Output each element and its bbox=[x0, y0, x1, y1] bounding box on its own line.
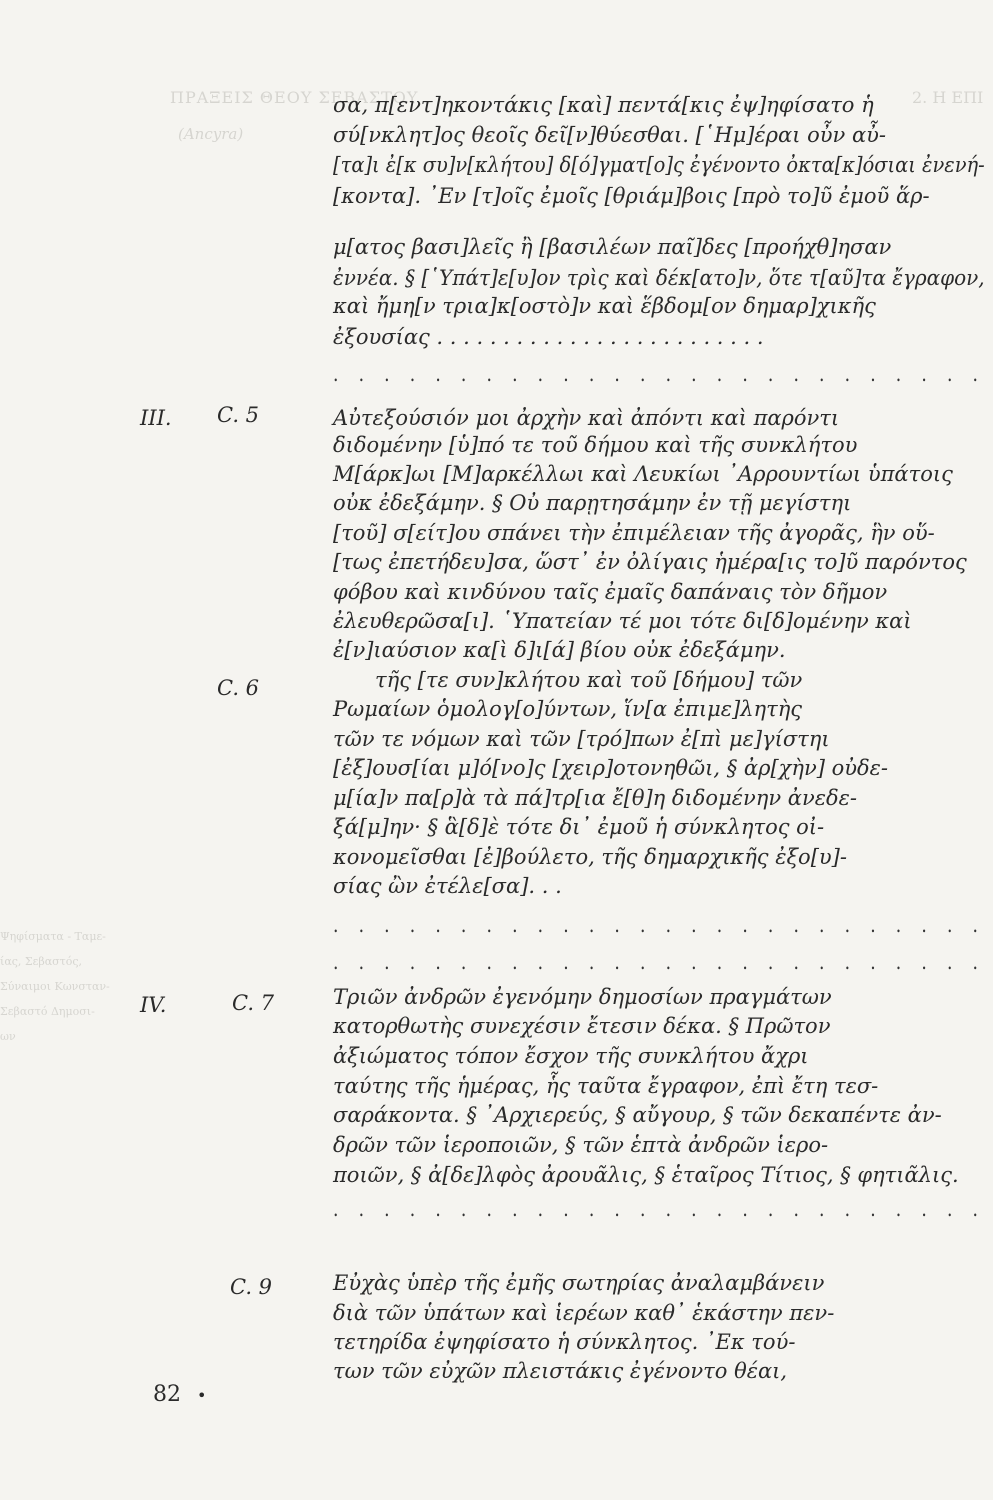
text-line: των τῶν εὐχῶν πλειστάκις ἐγένοντο θέαι, bbox=[333, 1359, 788, 1383]
section-number: III. bbox=[140, 406, 172, 430]
ellipsis-row: . . . . . . . . . . . . . . . . . . . . . . . . . . bbox=[333, 913, 986, 937]
text-line: σα, π[εντ]ηκοντάκις [καὶ] πεντά[κις ἐψ]ηφίσατο ἡ bbox=[333, 93, 874, 117]
text-line: ἐννέα. § [῾Υπάτ]ε[υ]ον τρὶς καὶ δέκ[ατο]ν, ὅτε τ[αῦ]τα ἔγραφον, bbox=[333, 266, 985, 290]
text-line: [τοῦ] σ[είτ]ου σπάνει τὴν ἐπιμέλειαν τῆς ἀγορᾶς, ἣν οὕ- bbox=[333, 521, 935, 545]
text-line: τῆς [τε συν]κλήτου καὶ τοῦ [δήμου] τῶν bbox=[375, 668, 803, 692]
bleed-heading: ΠΡΑΞΕΙΣ ΘΕΟΥ ΣΕΒΑΣΤΟΥ bbox=[170, 88, 419, 107]
text-line: σαράκοντα. § ᾿Αρχιερεύς, § αὔγουρ, § τῶν δεκαπέντε ἀν- bbox=[333, 1103, 942, 1127]
text-line: μ[ατος βασι]λεῖς ἢ [βασιλέων παῖ]δες [προήχθ]ησαν bbox=[333, 235, 892, 259]
text-line: κατορθωτὴς συνεχέσιν ἔτεσιν δέκα. § Πρῶτον bbox=[333, 1014, 831, 1038]
text-line: [ἐξ]ουσ[ίαι μ]ό[νο]ς [χειρ]οτονηθῶι, § ἀρ[χὴν] οὐδε- bbox=[333, 756, 889, 780]
text-line: δρῶν τῶν ἱεροποιῶν, § τῶν ἑπτὰ ἀνδρῶν ἱερο- bbox=[333, 1133, 829, 1157]
text-line: διδομένην [ὑ]πό τε τοῦ δήμου καὶ τῆς συνκλήτου bbox=[333, 433, 858, 457]
text-line: Αὐτεξούσιόν μοι ἀρχὴν καὶ ἀπόντι καὶ παρόντι bbox=[333, 406, 840, 430]
ellipsis-row: . . . . . . . . . . . . . . . . . . . . . . . . . . bbox=[333, 1197, 986, 1221]
text-line: κονομεῖσθαι [ἐ]βούλετο, τῆς δημαρχικῆς ἐξο[υ]- bbox=[333, 845, 847, 869]
bleed-left-note: Σεβαστό Δημοσι- bbox=[0, 1005, 95, 1018]
text-line: ταύτης τῆς ἡμέρας, ἧς ταῦτα ἔγραφον, ἐπὶ ἔτη τεσ- bbox=[333, 1074, 879, 1098]
chapter-label: C. 7 bbox=[232, 991, 275, 1015]
bleed-left-note: Ψηφίσματα - Ταμε- bbox=[0, 930, 106, 943]
text-line: τετηρίδα ἐψηφίσατο ἡ σύνκλητος. ᾿Εκ τού- bbox=[333, 1330, 796, 1354]
bleed-left-note: ων bbox=[0, 1030, 16, 1043]
text-line: [τα]ι ἐ[κ συ]ν[κλήτου] δ[ό]γματ[ο]ς ἐγένοντο ὀκτα[κ]όσιαι ἐνενή- bbox=[333, 153, 985, 177]
ellipsis-row: . . . . . . . . . . . . . . . . . . . . . . . . . . bbox=[333, 950, 986, 974]
chapter-label: C. 6 bbox=[217, 676, 260, 700]
bleed-left-note: ίας, Σεβαστός, bbox=[0, 955, 83, 968]
text-line: διὰ τῶν ὑπάτων καὶ ἱερέων καθ᾿ ἑκάστην πεν- bbox=[333, 1301, 835, 1325]
text-line: σίας ὢν ἐτέλε[σα]. . . bbox=[333, 874, 562, 898]
chapter-label: C. 9 bbox=[230, 1275, 273, 1299]
text-line: Ρωμαίων ὁμολογ[ο]ύντων, ἵν[α ἐπιμε]λητὴς bbox=[333, 697, 803, 721]
text-line: Εὐχὰς ὑπὲρ τῆς ἐμῆς σωτηρίας ἀναλαμβάνειν bbox=[333, 1271, 825, 1295]
text-line: σύ[νκλητ]ος θεοῖς δεῖ[ν]θύεσθαι. [῾Ημ]έραι οὖν αὖ- bbox=[333, 123, 887, 147]
chapter-label: C. 5 bbox=[217, 403, 260, 427]
text-line: [τως ἐπετήδευ]σα, ὥστ᾿ ἐν ὀλίγαις ἡμέρα[ις το]ῦ παρόντος bbox=[333, 550, 967, 574]
ellipsis-row: . . . . . . . . . . . . . . . . . . . . . . . . . . bbox=[333, 362, 986, 386]
text-line: Μ[άρκ]ωι [Μ]αρκέλλωι καὶ Λευκίωι ᾿Αρρουντίωι ὑπάτοις bbox=[333, 462, 953, 486]
text-line: μ[ία]ν πα[ρ]ὰ τὰ πά]τρ[ια ἔ[θ]η διδομένην ἀνεδε- bbox=[333, 786, 858, 810]
text-line: ἀξιώματος τόπον ἔσχον τῆς συνκλήτου ἄχρι bbox=[333, 1044, 809, 1068]
page-number: 82 bbox=[153, 1382, 181, 1407]
section-number: IV. bbox=[140, 993, 167, 1017]
bleed-left-note: Σύναιμοι Κωνσταν- bbox=[0, 980, 110, 993]
text-line: ἐλευθερῶσα[ι]. ῾Υπατείαν τέ μοι τότε δι[δ]ομένην καὶ bbox=[333, 609, 912, 633]
text-line: [κοντα]. ᾿Εν [τ]οῖς ἐμοῖς [θριάμ]βοις [πρὸ το]ῦ ἐμοῦ ἅρ- bbox=[333, 184, 930, 208]
text-line: ξά[μ]ην· § ἃ[δ]ὲ τότε δι᾿ ἐμοῦ ἡ σύνκλητος οἰ- bbox=[333, 815, 825, 839]
text-line: φόβου καὶ κινδύνου ταῖς ἐμαῖς δαπάναις τὸν δῆμον bbox=[333, 580, 888, 604]
text-line: ἐξουσίας . . . . . . . . . . . . . . . . . . . . . . . . . bbox=[333, 325, 764, 349]
bleed-right-number: 2. Η ΕΠΙ bbox=[912, 88, 984, 107]
bleed-subheading: (Ancyra) bbox=[178, 125, 244, 143]
text-line: Τριῶν ἀνδρῶν ἐγενόμην δημοσίων πραγμάτων bbox=[333, 985, 832, 1009]
text-line: τῶν τε νόμων καὶ τῶν [τρό]πων ἐ[πὶ με]γίστηι bbox=[333, 727, 830, 751]
text-line: ἐ[ν]ιαύσιον κα[ὶ δ]ι[ά] βίου οὐκ ἐδεξάμην. bbox=[333, 638, 786, 662]
text-line: καὶ ἤμη[ν τρια]κ[οστὸ]ν καὶ ἕβδομ[ον δημαρ]χικῆς bbox=[333, 294, 876, 318]
text-line: ποιῶν, § ἀ[δε]λφὸς ἀρουᾶλις, § ἑταῖρος Τίτιος, § φητιᾶλις. bbox=[333, 1163, 959, 1187]
text-line: οὐκ ἐδεξάμην. § Οὐ παρῃτησάμην ἐν τῇ μεγίστηι bbox=[333, 491, 852, 515]
page-mark: • bbox=[197, 1386, 207, 1405]
